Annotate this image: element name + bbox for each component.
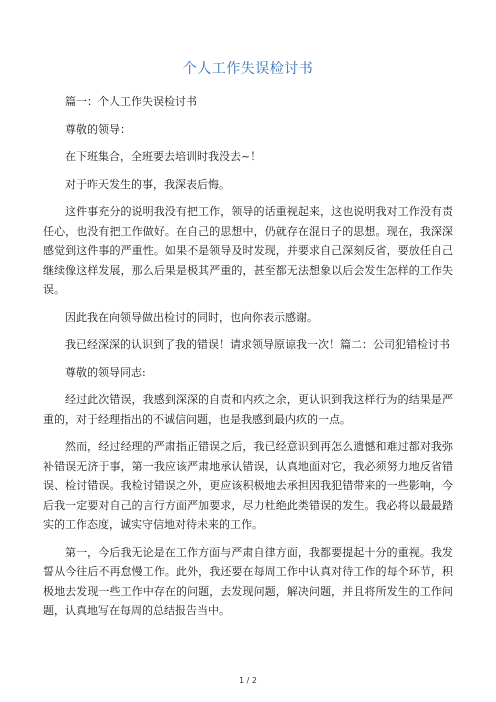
document-body (43, 92, 453, 629)
paragraph: 然而，经过经理的严肃指正错误之后，我已经意识到再怎么遗憾和难过都对我弥补错误无济于事，第一我应该严肃地承认错误，认真地面对它，我必须努力地反省错误、检讨错误。我检讨错误之外，更应该积极地去承担因我犯错带来的一些影响，今后我一定要对自己的言行方面严加要求，尽力杜绝此类错误的发生。我必将以最最踏实的工作态度，诚实守信地对待未来的工作。 (43, 440, 453, 531)
paragraph: 第一，今后我无论是在工作方面与严肃自律方面，我都要提起十分的重视。我发誓从今往后不再怠慢工作。此外，我还要在每周工作中认真对待工作的每个环节，积极地去发现一些工作中存在的问题，去发现问题，解决问题，并且将所发生的工作问题，认真地写在每周的总结报告当中。 (43, 545, 453, 617)
paragraph: 尊敬的领导同志: (65, 365, 146, 379)
paragraph: 在下班集合，全班要去培训时我没去~！ (65, 150, 262, 163)
paragraph: 我已经深深的认识到了我的错误！请求领导原谅我一次！篇二：公司犯错检讨书 (65, 338, 450, 351)
document-title: 个人工作失误检讨书 (182, 61, 314, 77)
paragraph: 对于昨天发生的事，我深表后悔。 (65, 177, 230, 191)
paragraph: 尊敬的领导： (65, 122, 131, 136)
paragraph: 因此我在向领导做出检讨的同时，也向你表示感谢。 (65, 310, 318, 324)
paragraph: 经过此次错误，我感到深深的自责和内疚之余，更认识到我这样行为的结果是严重的，对于经理指出的不诚信问题，也是我感到最内疚的一点。 (43, 393, 453, 426)
page-indicator: 1 / 2 (239, 676, 257, 685)
paragraph: 这件事充分的说明我没有把工作，领导的话重视起来，这也说明我对工作没有责任心，也没有把工作做好。在自己的思想中，仍就存在混日子的思想。现在，我深深感觉到这件事的严重性。如果不是领导及时发现，并要求自己深刻反省，要放任自己继续像这样发展，那么后果是极其严重的，甚至都无法想象以后会发生怎样的工作失误。 (43, 205, 453, 296)
paragraph: 篇一：个人工作失误检讨书 (65, 95, 197, 108)
